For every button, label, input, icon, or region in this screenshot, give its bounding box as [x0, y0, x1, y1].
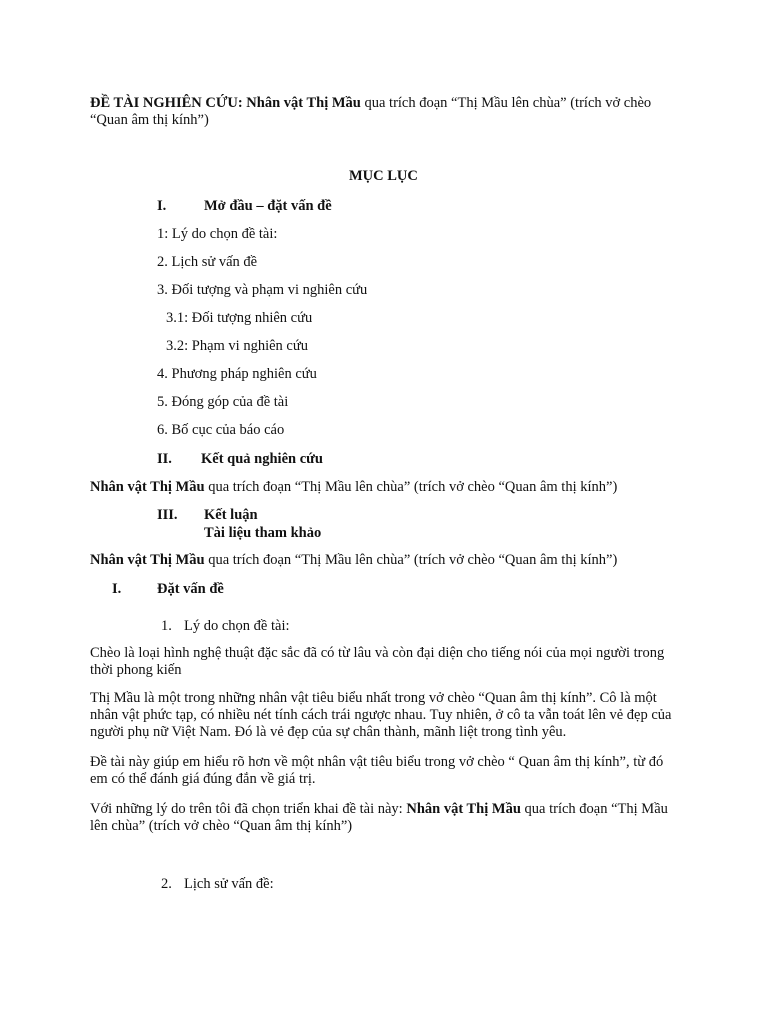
title-rest: qua trích đoạn “Thị Mầu lên chùa” (trích vở chèo — [364, 95, 652, 111]
toc-heading: MỤC LỤC — [349, 168, 418, 184]
toc-references: Tài liệu tham khảo — [204, 525, 322, 541]
paragraph-4-bold: Nhân vật Thị Mầu — [406, 801, 521, 817]
toc-subject-line — [90, 479, 617, 496]
paragraph-2: Thị Mầu là một trong những nhân vật tiêu biểu nhất trong vở chèo “Quan âm thị kính”. Cô là một nhân vật phức tạp, có nhiều nét tính cách trái ngược nhau. Tuy nhiên, ở cô ta vẫn toát lên vẻ đẹp của người phụ nữ Việt Nam. Đó là vẻ đẹp của sự chân thành, mãnh liệt trong tình yêu. — [90, 690, 672, 740]
toc-section-2-number: II. — [157, 451, 172, 467]
paragraph-1: Chèo là loại hình nghệ thuật đặc sắc đã có từ lâu và còn đại diện cho tiếng nói của mọi người trong thời phong kiến — [90, 645, 665, 678]
document-title-line2: “Quan âm thị kính”) — [90, 112, 209, 128]
body-subject-line — [90, 552, 617, 569]
toc-item: 2. Lịch sử vấn đề — [157, 254, 258, 270]
toc-subject-rest: qua trích đoạn “Thị Mầu lên chùa” (trích vở chèo “Quan âm thị kính”) — [208, 479, 618, 495]
body-subject-bold: Nhân vật Thị Mầu — [90, 552, 205, 568]
toc-item: 1: Lý do chọn đề tài: — [157, 226, 278, 242]
toc-subitem: 3.1: Đối tượng nhiên cứu — [166, 310, 313, 326]
toc-section-2-title: Kết quả nghiên cứu — [201, 451, 323, 467]
title-character-name: Nhân vật Thị Mầu — [246, 95, 361, 111]
body-item-2-title: Lịch sử vấn đề: — [184, 876, 274, 892]
body-item-1-number: 1. — [161, 618, 172, 634]
toc-subject-bold: Nhân vật Thị Mầu — [90, 479, 205, 495]
toc-section-3-number: III. — [157, 507, 178, 523]
paragraph-3: Đề tài này giúp em hiểu rõ hơn về một nhân vật tiêu biểu trong vở chèo “ Quan âm thị kính”, từ đó em có thể đánh giá đúng đắn về giá trị. — [90, 754, 664, 787]
body-section-1-number: I. — [112, 581, 122, 597]
paragraph-4-lead: Với những lý do trên tôi đã chọn triển khai đề tài này: — [90, 801, 403, 817]
paragraph-4-rest: qua trích đoạn “Thị Mầu lên chùa” (trích vở chèo “Quan âm thị kính”) — [90, 801, 668, 834]
body-item-1-title: Lý do chọn đề tài: — [184, 618, 290, 634]
toc-item: 4. Phương pháp nghiên cứu — [157, 366, 317, 382]
body-subject-rest: qua trích đoạn “Thị Mầu lên chùa” (trích vở chèo “Quan âm thị kính”) — [208, 552, 618, 568]
title-label: ĐỀ TÀI NGHIÊN CỨU: — [90, 95, 243, 111]
toc-item: 3. Đối tượng và phạm vi nghiên cứu — [157, 282, 368, 298]
body-section-1-title: Đặt vấn đề — [157, 581, 224, 597]
paragraph-4 — [90, 801, 680, 835]
toc-section-3-title: Kết luận — [204, 507, 258, 523]
toc-item: 6. Bố cục của báo cáo — [157, 422, 285, 438]
toc-section-1-title: Mở đầu – đặt vấn đề — [204, 198, 332, 214]
toc-subitem: 3.2: Phạm vi nghiên cứu — [166, 338, 308, 354]
document-title — [90, 95, 651, 112]
toc-section-1-number: I. — [157, 198, 167, 214]
toc-item: 5. Đóng góp của đề tài — [157, 394, 289, 410]
body-item-2-number: 2. — [161, 876, 172, 892]
